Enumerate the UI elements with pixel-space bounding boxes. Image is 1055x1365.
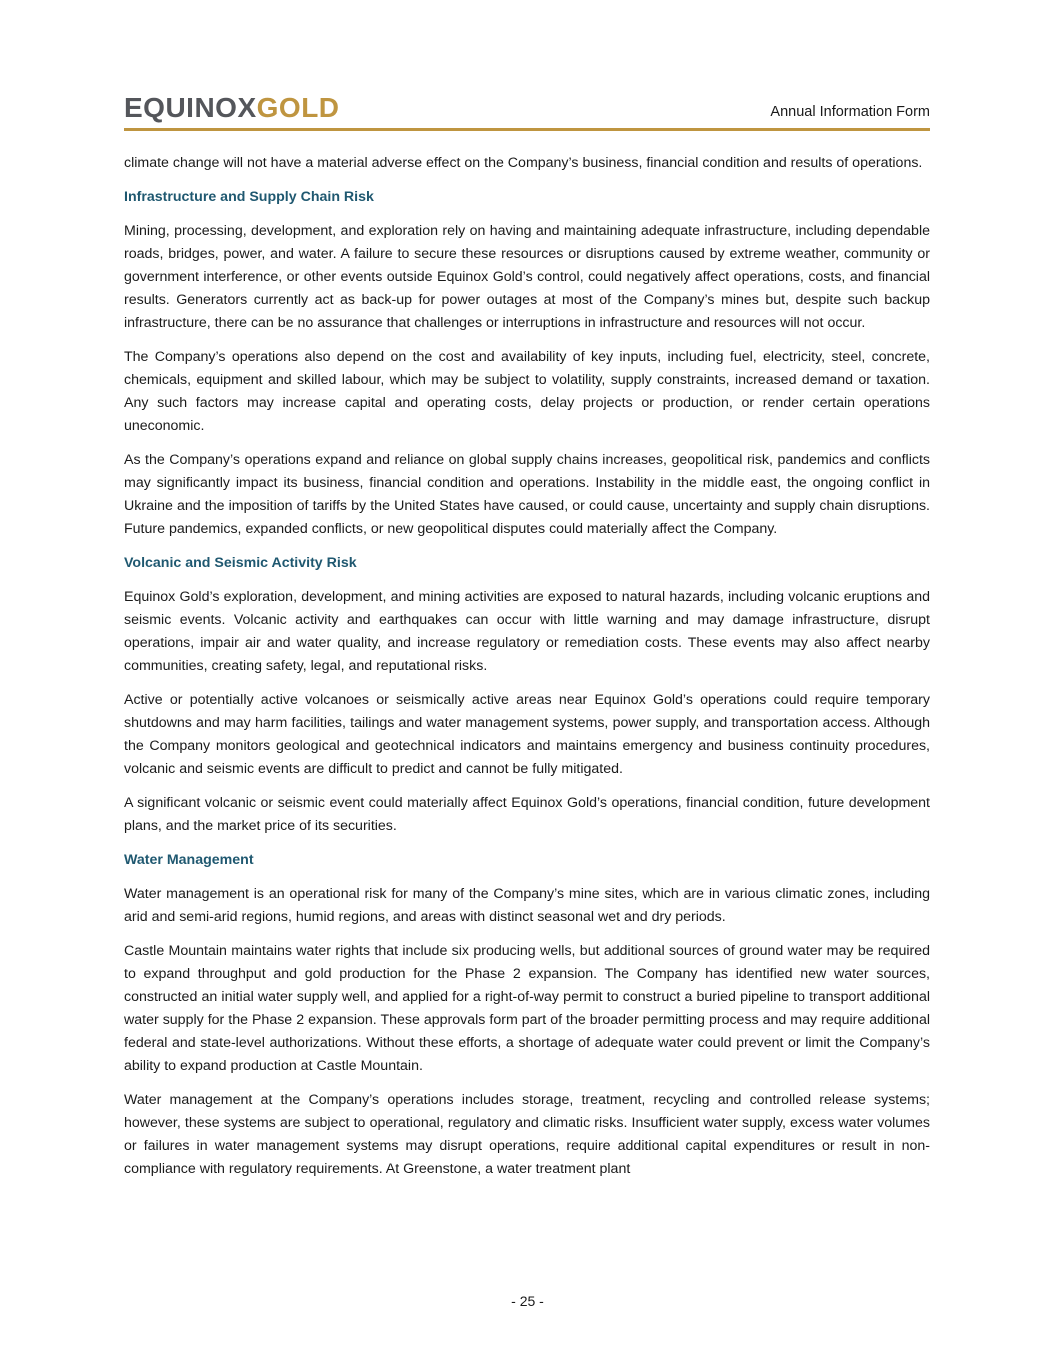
- body-paragraph: Water management is an operational risk for many of the Company’s mine sites, which are in various climatic zones, including arid and semi-arid regions, humid regions, and areas with distinct seasonal wet and dry periods.: [124, 886, 930, 925]
- body-paragraph: Equinox Gold’s exploration, development, and mining activities are exposed to natural hazards, including volcanic eruptions and seismic events. Volcanic activity and earthquakes can occur with little warning and may damage infrastructure, disrupt operations, impair air and water quality, and increase regulatory or remediation costs. These events may also affect nearby communities, creating safety, legal, and reputational risks.: [124, 589, 930, 674]
- section-heading: Water Management: [124, 852, 254, 868]
- body-paragraph: climate change will not have a material adverse effect on the Company’s business, financial condition and results of operations.: [124, 155, 923, 171]
- body-paragraph: The Company’s operations also depend on the cost and availability of key inputs, including fuel, electricity, steel, concrete, chemicals, equipment and skilled labour, which may be subject to volatility, supply constraints, increased demand or taxation. Any such factors may increase capital and operating costs, delay projects or production, or render certain operations uneconomic.: [124, 349, 930, 434]
- section-heading: Volcanic and Seismic Activity Risk: [124, 555, 357, 571]
- body-paragraph: As the Company’s operations expand and reliance on global supply chains increases, geopolitical risk, pandemics and conflicts may significantly impact its business, financial condition and operations. Instability in the middle east, the ongoing conflict in Ukraine and the imposition of tariffs by the United States have caused, or could cause, uncertainty and supply chain disruptions. Future pandemics, expanded conflicts, or new geopolitical disputes could materially affect the Company.: [124, 452, 930, 537]
- body-paragraph: Water management at the Company’s operations includes storage, treatment, recycling and controlled release systems; however, these systems are subject to operational, regulatory and climatic risks. Insufficient water supply, excess water volumes or failures in water management systems may disrupt operations, require additional capital expenditures or result in non-compliance with regulatory requirements. At Greenstone, a water treatment plant: [124, 1092, 930, 1177]
- section-heading: Infrastructure and Supply Chain Risk: [124, 189, 374, 205]
- header-document-title: Annual Information Form: [770, 104, 930, 120]
- equinox-gold-logo: [124, 94, 340, 122]
- logo-text-equinox: EQUINOX: [124, 92, 257, 123]
- header-divider-rule: [124, 128, 930, 131]
- document-body: [124, 152, 930, 1181]
- page-header: [124, 94, 930, 122]
- logo-text-gold: GOLD: [256, 92, 340, 123]
- body-paragraph: Mining, processing, development, and exploration rely on having and maintaining adequate infrastructure, including dependable roads, bridges, power, and water. A failure to secure these resources or disruptions caused by extreme weather, community or government interference, or other events outside Equinox Gold’s control, could negatively affect operations, costs, and financial results. Generators currently act as back-up for power outages at most of the Company’s mines but, despite such backup infrastructure, there can be no assurance that challenges or interruptions in infrastructure and resources will not occur.: [124, 223, 930, 331]
- body-paragraph: Castle Mountain maintains water rights that include six producing wells, but additional sources of ground water may be required to expand throughput and gold production for the Phase 2 expansion. The Company has identified new water sources, constructed an initial water supply well, and applied for a right-of-way permit to construct a buried pipeline to transport additional water supply for the Phase 2 expansion. These approvals form part of the broader permitting process and may require additional federal and state-level authorizations. Without these efforts, a shortage of adequate water could prevent or limit the Company’s ability to expand production at Castle Mountain.: [124, 943, 930, 1074]
- page-number: - 25 -: [511, 1293, 544, 1309]
- body-paragraph: A significant volcanic or seismic event could materially affect Equinox Gold’s operations, financial condition, future development plans, and the market price of its securities.: [124, 795, 930, 834]
- body-paragraph: Active or potentially active volcanoes or seismically active areas near Equinox Gold’s operations could require temporary shutdowns and may harm facilities, tailings and water management systems, power supply, and transportation access. Although the Company monitors geological and geotechnical indicators and maintains emergency and business continuity procedures, volcanic and seismic events are difficult to predict and cannot be fully mitigated.: [124, 692, 930, 777]
